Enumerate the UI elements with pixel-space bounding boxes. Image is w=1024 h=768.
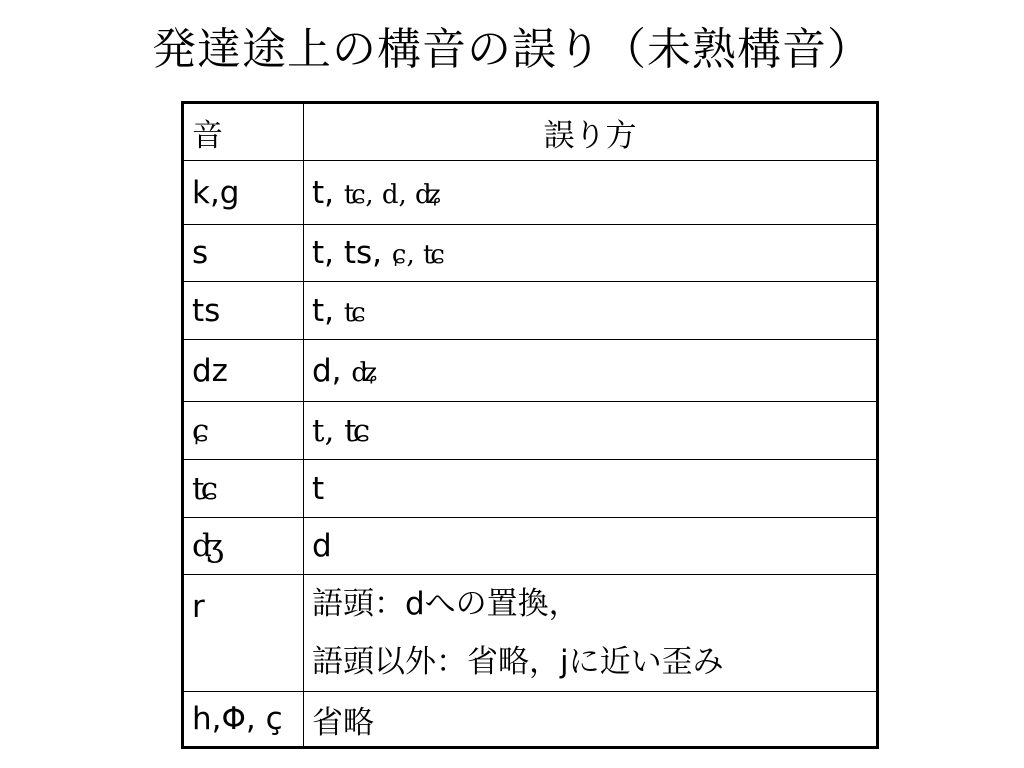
header-error-type: 誤り方 xyxy=(304,103,878,161)
error-cell: d, ʥ xyxy=(304,340,878,402)
error-line: 語頭以外：省略，jに近い歪み xyxy=(312,644,724,680)
error-cell: t, ʨ, d, ʥ xyxy=(304,161,878,225)
table-header-row xyxy=(183,103,878,161)
header-sound: 音 xyxy=(183,103,304,161)
sound-cell: k,g xyxy=(183,161,304,225)
sound-cell: h,Φ, ç xyxy=(183,692,304,748)
error-ipa-text: ʥ xyxy=(351,357,378,388)
error-cell: t, ʨ xyxy=(304,402,878,460)
error-ipa-text: ɕ, ʨ xyxy=(391,240,445,270)
error-cell: d xyxy=(304,518,878,575)
error-cell: 省略 xyxy=(304,692,878,748)
sound-cell: ʤ xyxy=(183,518,304,575)
error-ipa-text: ʨ xyxy=(343,297,366,328)
error-line: 語頭：dへの置換， xyxy=(312,586,580,622)
sound-cell: dz xyxy=(183,340,304,402)
table-row xyxy=(183,575,878,692)
table-row xyxy=(183,225,878,282)
table-row xyxy=(183,402,878,460)
error-ipa-text: ʨ, d, ʥ xyxy=(343,179,441,210)
sound-cell: ʨ xyxy=(183,460,304,518)
error-cell: t xyxy=(304,460,878,518)
table-row xyxy=(183,460,878,518)
error-cell: t, ts, ɕ, ʨ xyxy=(304,225,878,282)
page-title: 発達途上の構音の誤り（未熟構音） xyxy=(152,24,872,75)
table-row xyxy=(183,282,878,340)
table-row xyxy=(183,692,878,748)
error-cell xyxy=(304,575,878,692)
sound-cell: ɕ xyxy=(183,402,304,460)
table-row xyxy=(183,518,878,575)
table-row xyxy=(183,161,878,225)
table-row xyxy=(183,340,878,402)
error-cell: t, ʨ xyxy=(304,282,878,340)
sound-cell: s xyxy=(183,225,304,282)
articulation-error-table xyxy=(181,101,879,749)
sound-cell: ts xyxy=(183,282,304,340)
sound-cell: r xyxy=(183,575,304,692)
